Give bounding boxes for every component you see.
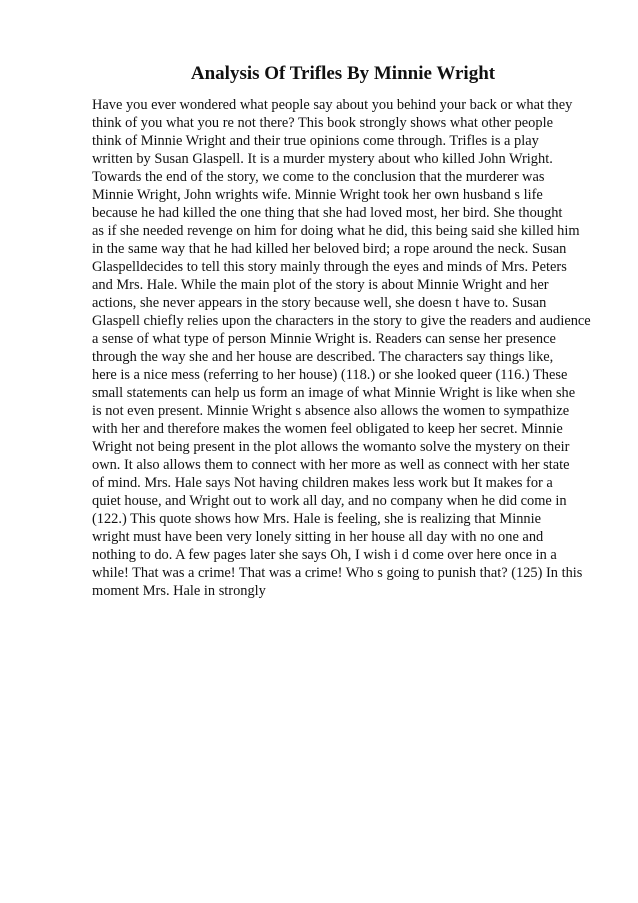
body-line: while! That was a crime! That was a crime! Who s going to punish that? (125) In this bbox=[92, 565, 583, 581]
body-line: written by Susan Glaspell. It is a murder mystery about who killed John Wright. bbox=[92, 151, 553, 167]
body-line: with her and therefore makes the women feel obligated to keep her secret. Minnie bbox=[92, 421, 563, 437]
body-line: Wright not being present in the plot allows the womanto solve the mystery on their bbox=[92, 439, 570, 455]
body-line: Glaspelldecides to tell this story mainly through the eyes and minds of Mrs. Peters bbox=[92, 259, 567, 275]
document-title: Analysis Of Trifles By Minnie Wright bbox=[190, 63, 496, 84]
body-line: (122.) This quote shows how Mrs. Hale is feeling, she is realizing that Minnie bbox=[92, 511, 541, 527]
body-line: through the way she and her house are described. The characters say things like, bbox=[92, 349, 554, 365]
body-line: as if she needed revenge on him for doing what he did, this being said she killed him bbox=[92, 223, 580, 239]
body-line: moment Mrs. Hale in strongly bbox=[92, 583, 266, 599]
body-line: is not even present. Minnie Wright s absence also allows the women to sympathize bbox=[92, 403, 570, 419]
body-line: because he had killed the one thing that she had loved most, her bird. She thought bbox=[92, 205, 563, 221]
body-line: a sense of what type of person Minnie Wright is. Readers can sense her presence bbox=[92, 331, 556, 347]
body-line: here is a nice mess (referring to her house) (118.) or she looked queer (116.) These bbox=[92, 367, 568, 383]
body-line: quiet house, and Wright out to work all day, and no company when he did come in bbox=[92, 493, 567, 509]
body-line: Minnie Wright, John wrights wife. Minnie Wright took her own husband s life bbox=[92, 187, 543, 203]
body-line: nothing to do. A few pages later she says Oh, I wish i d come over here once in a bbox=[92, 547, 557, 563]
body-line: Have you ever wondered what people say about you behind your back or what they bbox=[92, 97, 573, 113]
body-line: and Mrs. Hale. While the main plot of the story is about Minnie Wright and her bbox=[92, 277, 549, 293]
body-line: wright must have been very lonely sitting in her house all day with no one and bbox=[92, 529, 544, 545]
body-line: own. It also allows them to connect with her more as well as connect with her state bbox=[92, 457, 570, 473]
body-line: think of you what you re not there? This book strongly shows what other people bbox=[92, 115, 553, 131]
body-line: Towards the end of the story, we come to the conclusion that the murderer was bbox=[92, 169, 545, 185]
body-line: actions, she never appears in the story because well, she doesn t have to. Susan bbox=[92, 295, 547, 311]
body-line: small statements can help us form an image of what Minnie Wright is like when she bbox=[92, 385, 576, 401]
body-line: Glaspell chiefly relies upon the characters in the story to give the readers and audience bbox=[92, 313, 591, 329]
body-line: in the same way that he had killed her beloved bird; a rope around the neck. Susan bbox=[92, 241, 567, 257]
body-line: think of Minnie Wright and their true opinions come through. Trifles is a play bbox=[92, 133, 539, 149]
body-line: of mind. Mrs. Hale says Not having children makes less work but It makes for a bbox=[92, 475, 553, 491]
document-body bbox=[92, 96, 612, 600]
